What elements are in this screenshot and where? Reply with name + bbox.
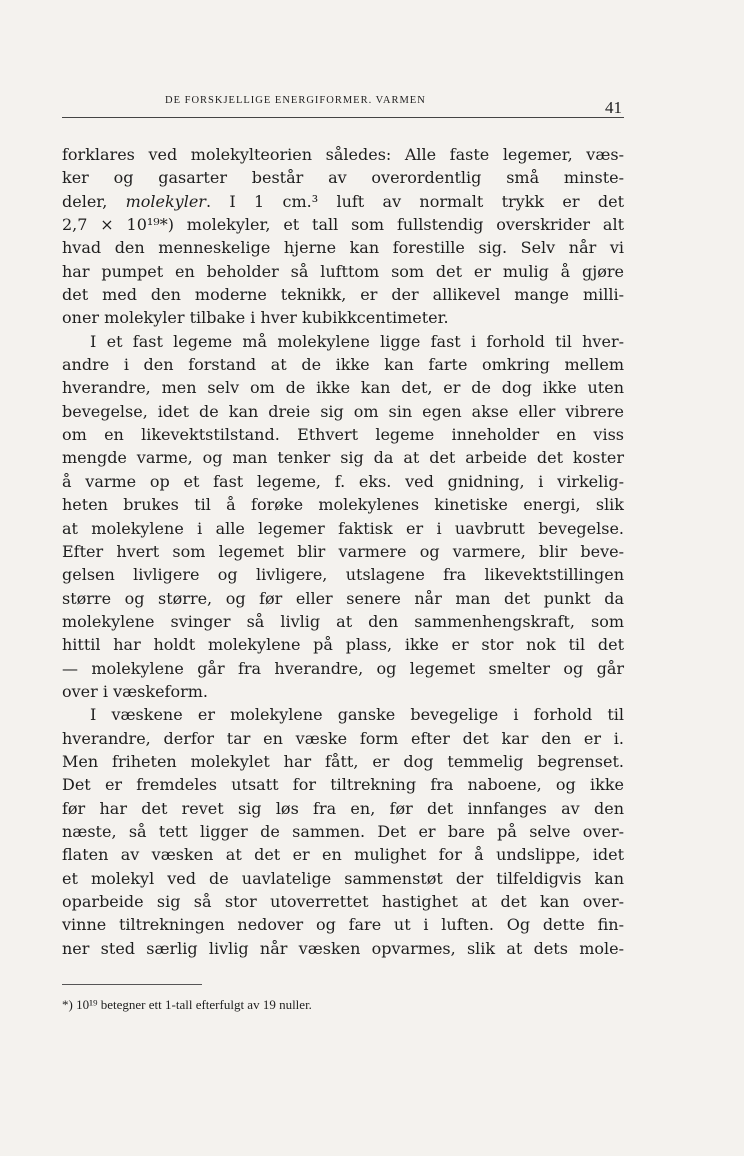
- paragraph-start-line: I et fast legeme må molekylene ligge fast i forhold til hver-: [90, 331, 624, 351]
- text-line: andre i den forstand at de ikke kan farte omkring mellem: [62, 355, 624, 375]
- text-line: hittil har holdt molekylene på plass, ikke er stor nok til det: [62, 635, 624, 655]
- text-line: å varme op et fast legeme, f. eks. ved gnidning, i virkelig-: [62, 471, 624, 491]
- running-head: DE FORSKJELLIGE ENERGIFORMER. VARMEN: [165, 95, 426, 106]
- text-line: at molekylene i alle legemer faktisk er i uavbrutt bevegelse.: [62, 518, 624, 538]
- page-number: 41: [605, 98, 622, 117]
- text-line: Men friheten molekylet har fått, er dog temmelig begrenset.: [62, 751, 624, 771]
- text-line: — molekylene går fra hverandre, og legemet smelter og går: [62, 658, 624, 678]
- text-line: vinne tiltrekningen nedover og fare ut i luften. Og dette fin-: [62, 915, 624, 935]
- text-line: 2,7 × 10¹⁹*) molekyler, et tall som fullstendig overskrider alt: [62, 215, 624, 235]
- text-line: flaten av væsken at det er en mulighet for å undslippe, idet: [62, 845, 624, 865]
- text-line: det med den moderne teknikk, er der allikevel mange milli-: [62, 285, 624, 305]
- text-line: Det er fremdeles utsatt for tiltrekning fra naboene, og ikke: [62, 775, 624, 795]
- text-line: næste, så tett ligger de sammen. Det er bare på selve over-: [62, 821, 624, 841]
- footnote: *) 10¹⁹ betegner ett 1-tall efterfulgt av 19 nuller.: [62, 997, 312, 1012]
- italic-term: molekyler: [125, 191, 206, 211]
- text-line: bevegelse, idet de kan dreie sig om sin egen akse eller vibrere: [62, 401, 624, 421]
- text-line: et molekyl ved de uavlatelige sammenstøt der tilfeldigvis kan: [62, 868, 624, 888]
- body-text: [62, 143, 624, 960]
- text-line-rest: . I 1 cm.³ luft av normalt trykk er det: [205, 191, 625, 211]
- text-line: før har det revet sig løs fra en, før det innfanges av den: [62, 798, 624, 818]
- text-line: hverandre, derfor tar en væske form efter det kar den er i.: [62, 728, 624, 748]
- paragraph-start-line: I væskene er molekylene ganske bevegelige i forhold til: [90, 705, 624, 725]
- text-line: molekylene svinger så livlig at den sammenhengskraft, som: [62, 611, 624, 631]
- text-line: større og større, og før eller senere når man det punkt da: [62, 588, 624, 608]
- text-line: Efter hvert som legemet blir varmere og varmere, blir beve-: [62, 541, 624, 561]
- text-line: gelsen livligere og livligere, utslagene fra likevektstillingen: [62, 565, 624, 585]
- text-line: ker og gasarter består av overordentlig små minste-: [62, 168, 624, 188]
- text-line: mengde varme, og man tenker sig da at det arbeide det koster: [62, 448, 624, 468]
- text-line: ner sted særlig livlig når væsken opvarmes, slik at dets mole-: [62, 938, 624, 958]
- text-line: forklares ved molekylteorien således: Alle faste legemer, væs-: [62, 145, 624, 164]
- text-line: oparbeide sig så stor utoverrettet hastighet at det kan over-: [62, 892, 624, 911]
- text-line: om en likevektstilstand. Ethvert legeme inneholder en viss: [62, 425, 624, 445]
- text-line: over i væskeform.: [62, 681, 208, 701]
- header-rule: [62, 117, 624, 118]
- text-line: oner molekyler tilbake i hver kubikkcentimeter.: [62, 308, 449, 328]
- text-line: hverandre, men selv om de ikke kan det, er de dog ikke uten: [62, 378, 624, 398]
- text-line: har pumpet en beholder så lufttom som det er mulig å gjøre: [62, 261, 624, 281]
- text-line: heten brukes til å forøke molekylenes kinetiske energi, slik: [62, 495, 624, 515]
- text-line-with-italic: deler, molekyler. I 1 cm.³ luft av normalt trykk er det: [62, 191, 625, 211]
- text-line: hvad den menneskelige hjerne kan forestille sig. Selv når vi: [62, 238, 624, 258]
- footnote-rule: [62, 984, 202, 985]
